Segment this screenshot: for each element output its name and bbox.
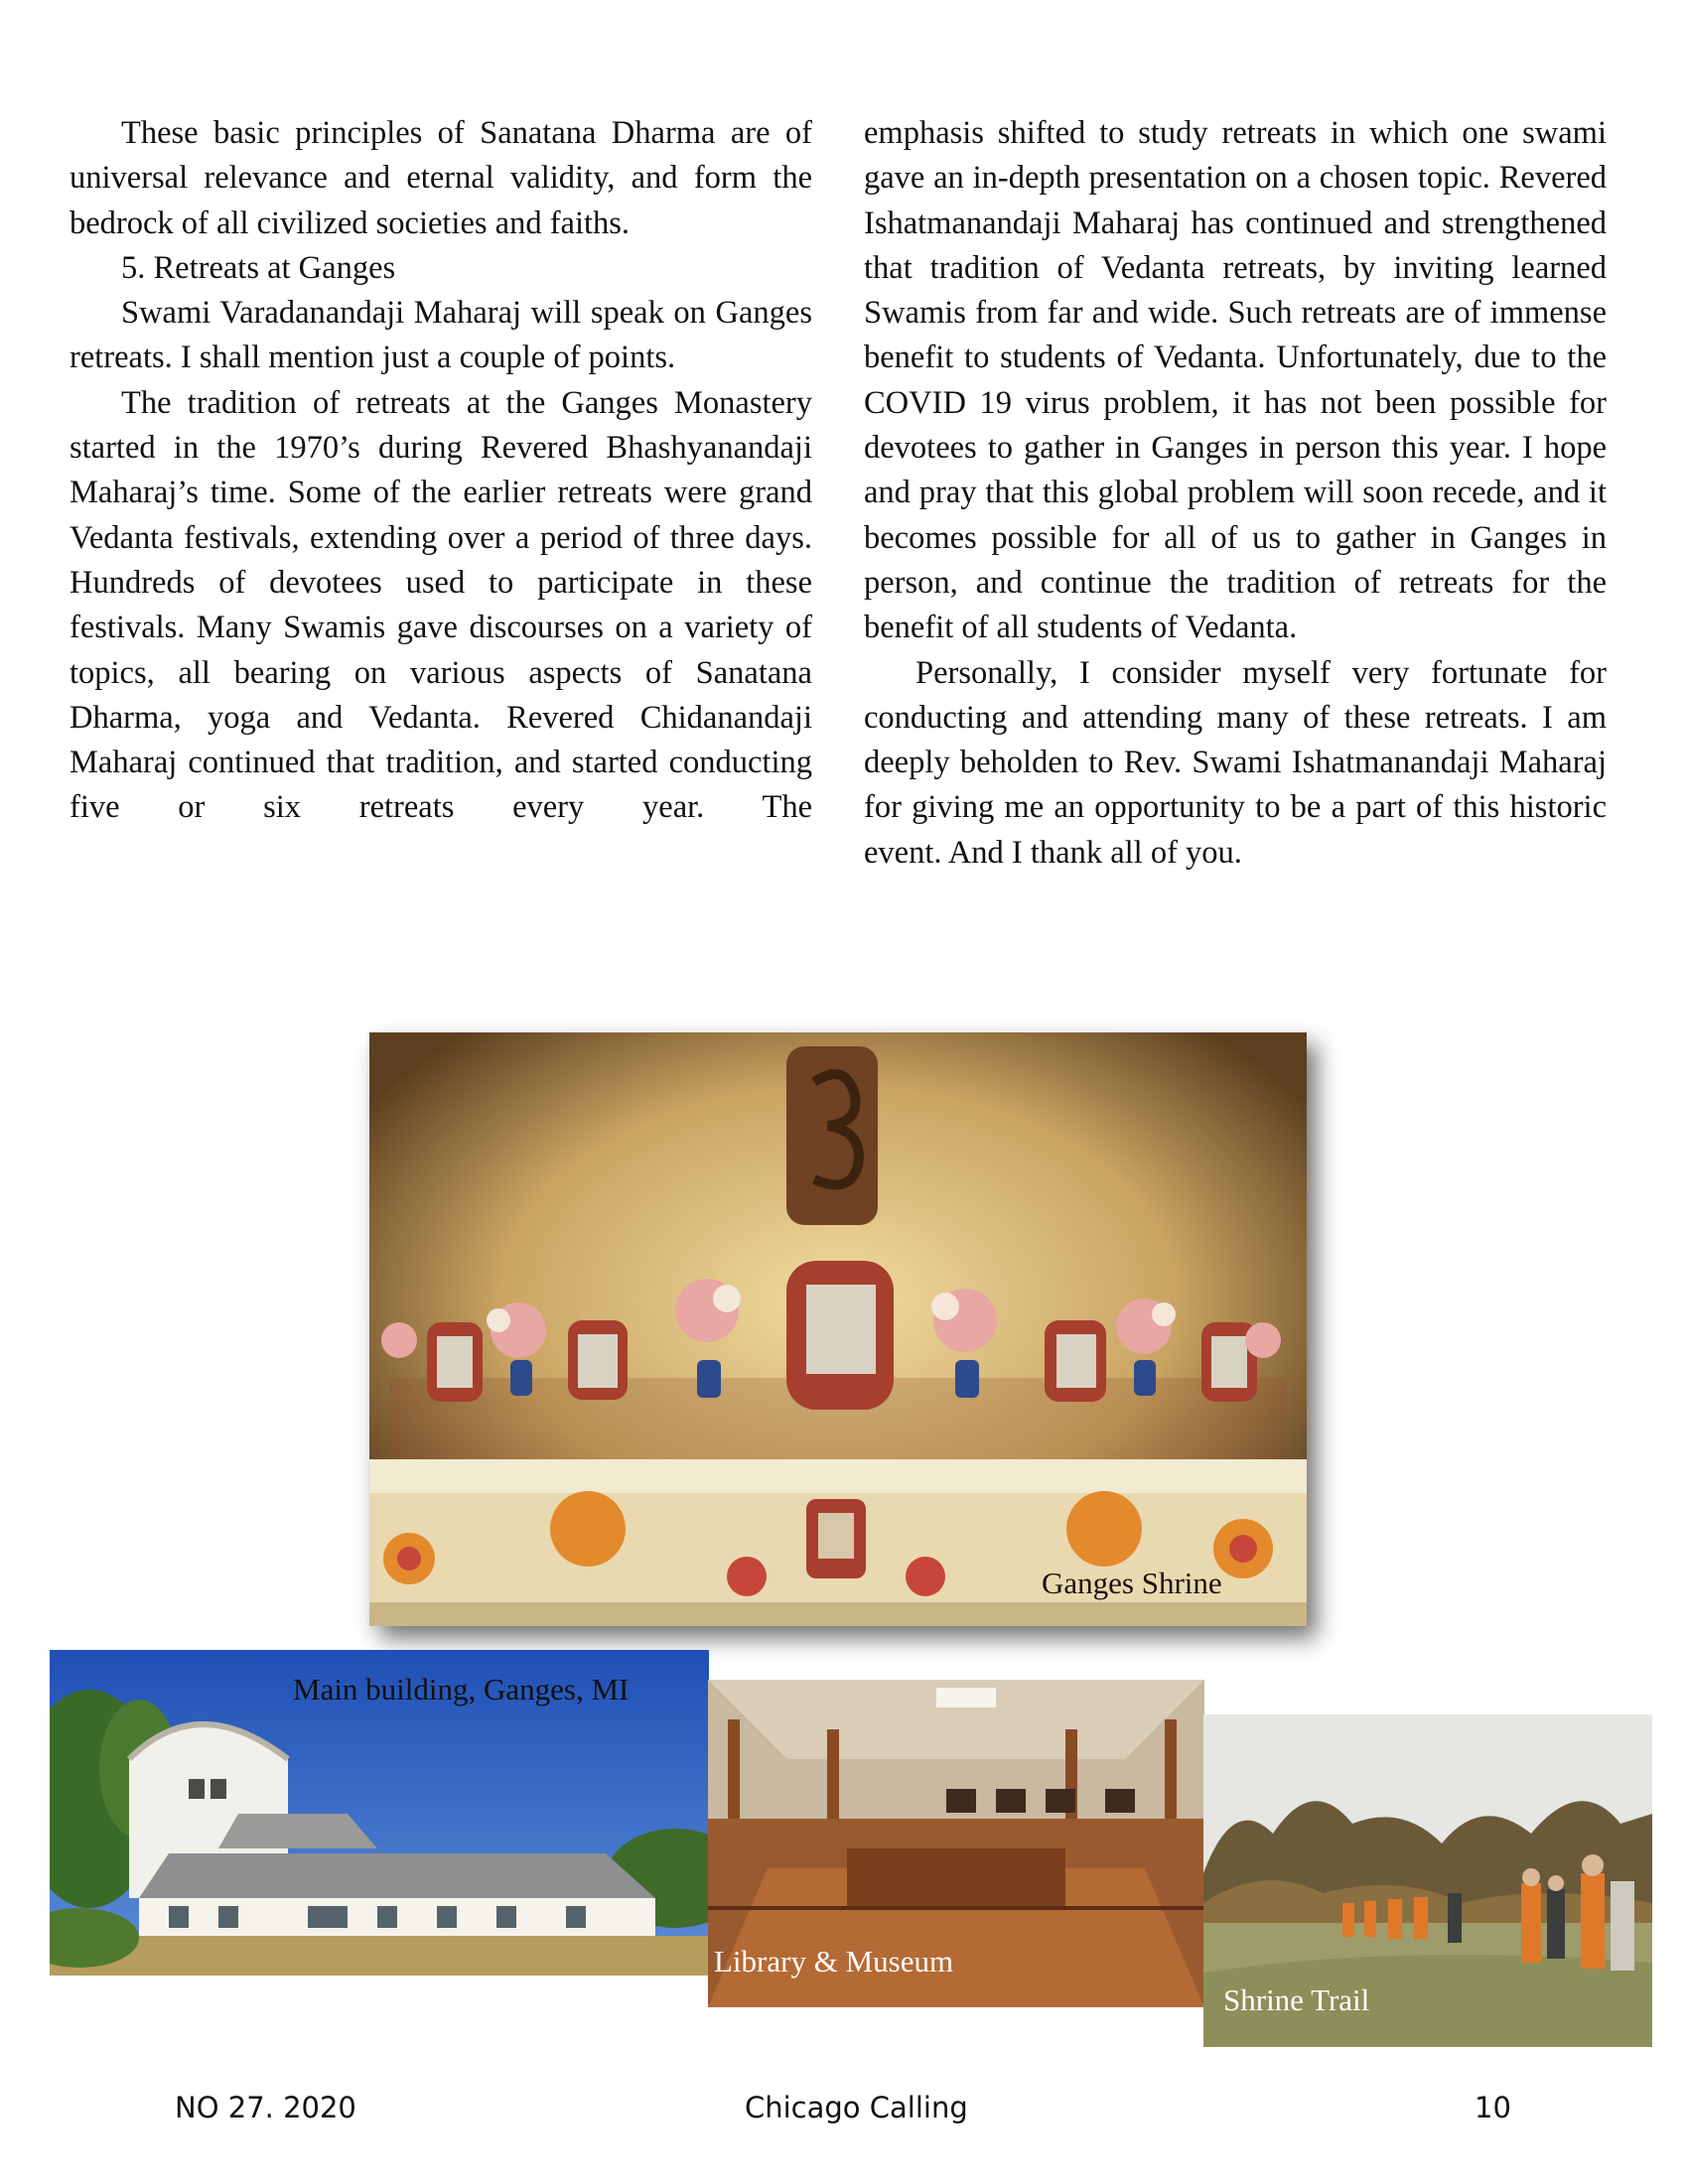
library-museum-photo (708, 1680, 1204, 2007)
right-text-column (864, 111, 1607, 876)
paragraph-study-retreats: emphasis shifted to study retreats in which one swami gave an in-depth presentation on a chosen topic. Revered Ishatmanandaji Maharaj has continued and strengthened that tradition of Vedanta retreats, by inviting learned Swamis from far and wide. Such retreats are of immense benefit to students of Vedanta. Unfortunately, due to the COVID 19 virus problem, it has not been possible for devotees to gather in Ganges in person this year. I hope and pray that this global problem will soon recede, and it becomes possible for all of us to gather in Ganges in person, and continue the tradition of retreats for the benefit of all students of Vedanta. (864, 115, 1607, 646)
main-building-photo (50, 1650, 709, 1976)
paragraph-personally: Personally, I consider myself very fortunate for conducting and attending many of these retreats. I am deeply beholden to Rev. Swami Ishatmanandaji Maharaj for giving me an opportunity to be a part of this historic event. And I thank all of you. (864, 654, 1607, 871)
ganges-shrine-photo (369, 1032, 1307, 1626)
building-caption: Main building, Ganges, MI (293, 1672, 630, 1706)
library-caption: Library & Museum (714, 1944, 954, 1979)
paragraph-varadanandaji: Swami Varadanandaji Maharaj will speak on Ganges retreats. I shall mention just a couple of points. (70, 295, 812, 376)
trail-caption: Shrine Trail (1223, 1982, 1370, 2017)
shrine-caption: Ganges Shrine (1042, 1566, 1222, 1600)
shrine-illustration (369, 1032, 1307, 1626)
footer-publication: Chicago Calling (745, 2091, 968, 2124)
paragraph-tradition: The tradition of retreats at the Ganges Monastery started in the 1970’s during Revered Bhashyanandaji Maharaj’s time. Some of the earlier retreats were grand Vedanta festivals, extending over a period of three days. Hundreds of devotees used to participate in these festivals. Many Swamis gave discourses on a variety of topics, all bearing on various aspects of Sanatana Dharma, yoga and Vedanta. Revered Chidanandaji Maharaj continued that tradition, and started conducting five or six retreats every year. The (70, 384, 812, 826)
shrine-trail-photo (1203, 1714, 1652, 2047)
footer-page-number: 10 (1475, 2091, 1511, 2124)
paragraph-principles: These basic principles of Sanatana Dharma are of universal relevance and eternal validity, and form the bedrock of all civilized societies and faiths. (70, 115, 812, 241)
left-text-column (70, 111, 812, 831)
section-heading-retreats: 5. Retreats at Ganges (121, 249, 396, 286)
footer-issue: NO 27. 2020 (175, 2091, 356, 2124)
